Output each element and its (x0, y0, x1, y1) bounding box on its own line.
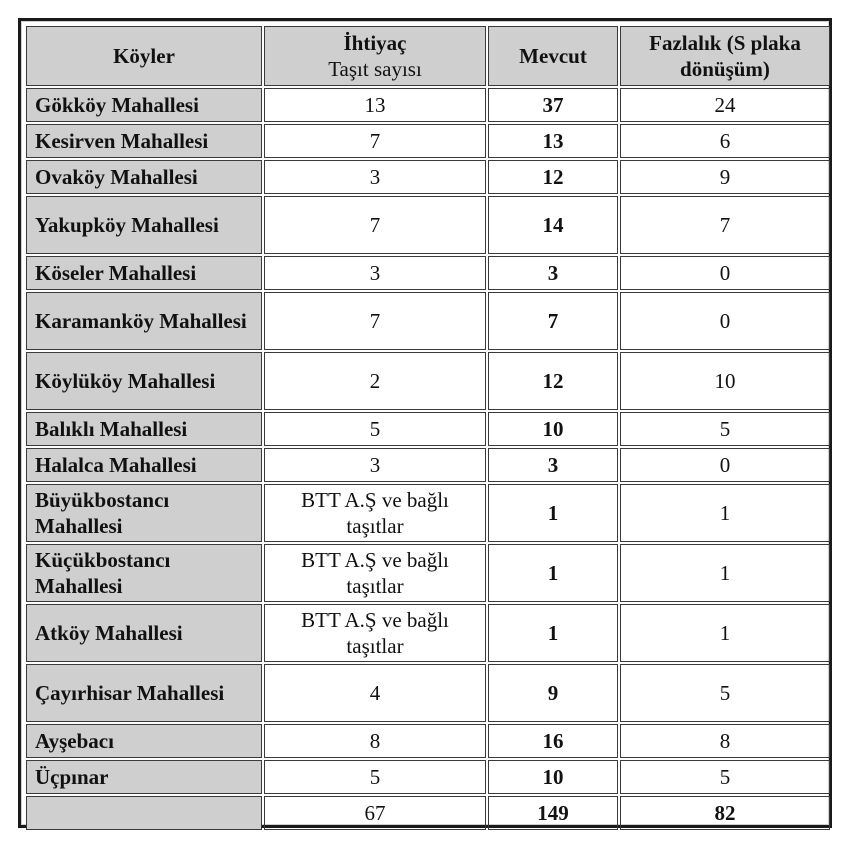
surplus-value: 9 (620, 160, 830, 194)
surplus-value: 10 (620, 352, 830, 410)
need-value: BTT A.Ş ve bağlı taşıtlar (264, 544, 486, 602)
village-name: Yakupköy Mahallesi (26, 196, 262, 254)
existing-value: 16 (488, 724, 618, 758)
existing-value: 12 (488, 160, 618, 194)
existing-value: 37 (488, 88, 618, 122)
table-row (26, 160, 830, 194)
surplus-value: 5 (620, 412, 830, 446)
village-name: Üçpınar (26, 760, 262, 794)
existing-value: 10 (488, 760, 618, 794)
existing-value: 9 (488, 664, 618, 722)
existing-value: 12 (488, 352, 618, 410)
total-existing: 149 (488, 796, 618, 830)
surplus-value: 1 (620, 604, 830, 662)
need-value: 2 (264, 352, 486, 410)
table-row (26, 604, 830, 662)
need-value: 7 (264, 196, 486, 254)
surplus-value: 0 (620, 292, 830, 350)
table-row (26, 448, 830, 482)
need-value: 3 (264, 448, 486, 482)
total-row (26, 796, 830, 830)
surplus-value: 5 (620, 664, 830, 722)
existing-value: 13 (488, 124, 618, 158)
need-value: BTT A.Ş ve bağlı taşıtlar (264, 604, 486, 662)
table-frame (18, 18, 832, 828)
village-name: Atköy Mahallesi (26, 604, 262, 662)
village-name: Çayırhisar Mahallesi (26, 664, 262, 722)
table-row (26, 88, 830, 122)
surplus-value: 7 (620, 196, 830, 254)
header-need (264, 26, 486, 86)
existing-value: 14 (488, 196, 618, 254)
existing-value: 1 (488, 544, 618, 602)
need-value: 5 (264, 412, 486, 446)
village-name: Büyükbostancı Mahallesi (26, 484, 262, 542)
need-value: 13 (264, 88, 486, 122)
total-label (26, 796, 262, 830)
header-need-subtitle: Taşıt sayısı (328, 57, 422, 81)
surplus-value: 1 (620, 544, 830, 602)
village-name: Balıklı Mahallesi (26, 412, 262, 446)
table-row (26, 352, 830, 410)
village-name: Köseler Mahallesi (26, 256, 262, 290)
header-need-title: İhtiyaç (343, 31, 407, 55)
table-row (26, 196, 830, 254)
village-name: Karamanköy Mahallesi (26, 292, 262, 350)
surplus-value: 1 (620, 484, 830, 542)
need-value: 3 (264, 160, 486, 194)
table-row (26, 544, 830, 602)
table-row (26, 724, 830, 758)
village-name: Köylüköy Mahallesi (26, 352, 262, 410)
table-row (26, 484, 830, 542)
need-value: BTT A.Ş ve bağlı taşıtlar (264, 484, 486, 542)
surplus-value: 6 (620, 124, 830, 158)
need-value: 4 (264, 664, 486, 722)
need-value: 3 (264, 256, 486, 290)
surplus-value: 0 (620, 256, 830, 290)
surplus-value: 8 (620, 724, 830, 758)
existing-value: 3 (488, 448, 618, 482)
village-name: Kesirven Mahallesi (26, 124, 262, 158)
need-value: 7 (264, 124, 486, 158)
surplus-value: 0 (620, 448, 830, 482)
existing-value: 1 (488, 604, 618, 662)
existing-value: 7 (488, 292, 618, 350)
village-name: Ovaköy Mahallesi (26, 160, 262, 194)
existing-value: 10 (488, 412, 618, 446)
table-row (26, 412, 830, 446)
village-name: Gökköy Mahallesi (26, 88, 262, 122)
header-existing: Mevcut (488, 26, 618, 86)
total-need: 67 (264, 796, 486, 830)
header-villages: Köyler (26, 26, 262, 86)
surplus-value: 5 (620, 760, 830, 794)
village-name: Halalca Mahallesi (26, 448, 262, 482)
table-row (26, 292, 830, 350)
village-name: Ayşebacı (26, 724, 262, 758)
table-row (26, 760, 830, 794)
need-value: 8 (264, 724, 486, 758)
header-surplus: Fazlalık (S plaka dönüşüm) (620, 26, 830, 86)
village-name: Küçükbostancı Mahallesi (26, 544, 262, 602)
existing-value: 3 (488, 256, 618, 290)
vehicle-table (24, 24, 832, 832)
table-row (26, 256, 830, 290)
table-row (26, 124, 830, 158)
need-value: 7 (264, 292, 486, 350)
table-row (26, 664, 830, 722)
surplus-value: 24 (620, 88, 830, 122)
total-surplus: 82 (620, 796, 830, 830)
existing-value: 1 (488, 484, 618, 542)
header-row (26, 26, 830, 86)
need-value: 5 (264, 760, 486, 794)
